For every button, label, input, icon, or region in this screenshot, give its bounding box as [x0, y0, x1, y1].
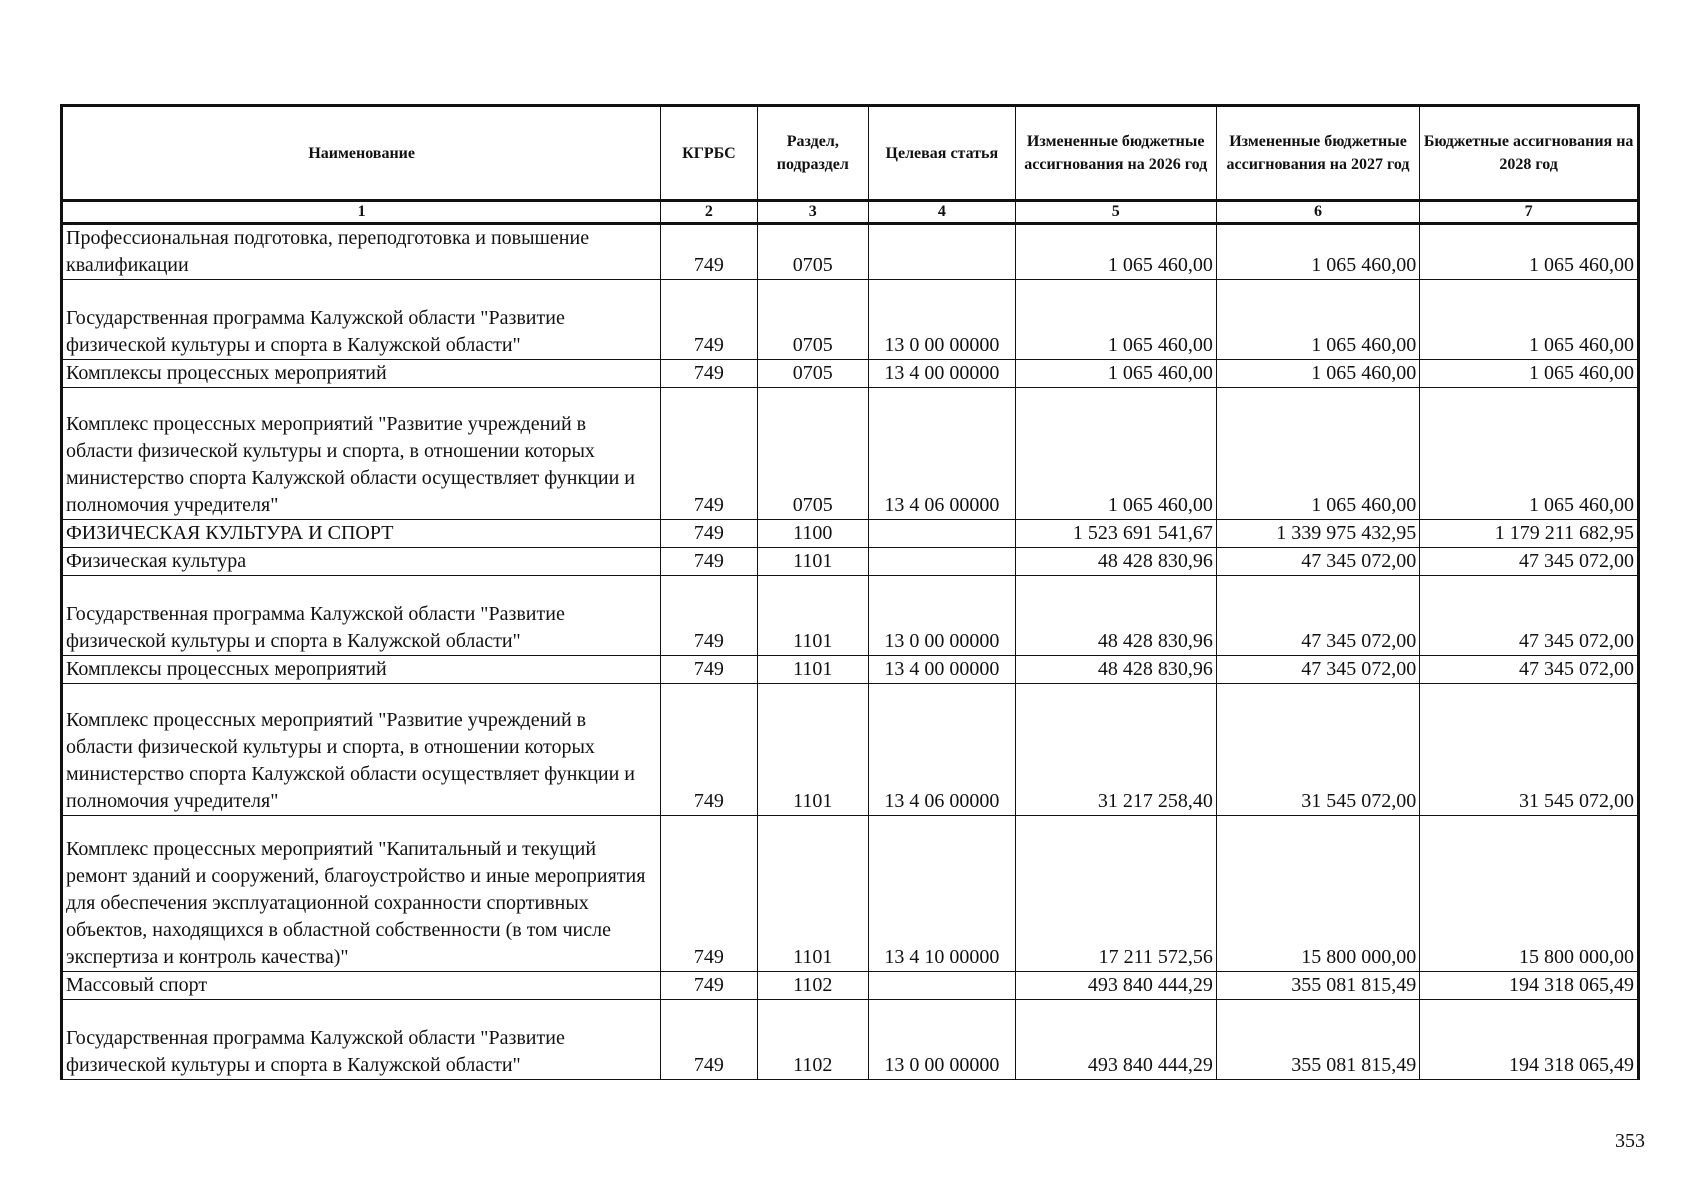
row-value-2027: 1 065 460,00 — [1216, 360, 1419, 388]
row-kgrbs: 749 — [661, 1000, 757, 1080]
row-name: Комплекс процессных мероприятий "Капитальный и текущий ремонт зданий и сооружений, благоустройство и иные мероприятия для обеспечения эксплуатационной сохранности спортивных объектов, находящихся в областной собственности (в том числе экспертиза и контроль качества)" — [62, 816, 661, 972]
column-number-row — [62, 201, 1639, 224]
row-razdel: 0705 — [757, 280, 869, 360]
row-value-2027: 31 545 072,00 — [1216, 684, 1419, 816]
row-value-2028: 194 318 065,49 — [1420, 1000, 1639, 1080]
row-value-2027: 1 065 460,00 — [1216, 280, 1419, 360]
row-kgrbs: 749 — [661, 816, 757, 972]
row-value-2028: 31 545 072,00 — [1420, 684, 1639, 816]
row-value-2028: 1 065 460,00 — [1420, 224, 1639, 280]
row-target: 13 4 10 00000 — [869, 816, 1016, 972]
row-value-2028: 47 345 072,00 — [1420, 656, 1639, 684]
column-number: 5 — [1015, 201, 1216, 224]
row-razdel: 1101 — [757, 656, 869, 684]
table-row — [62, 520, 1639, 548]
row-target — [869, 520, 1016, 548]
row-value-2028: 47 345 072,00 — [1420, 548, 1639, 576]
row-razdel: 1102 — [757, 972, 869, 1000]
row-value-2027: 355 081 815,49 — [1216, 1000, 1419, 1080]
header-kgrbs: КГРБС — [661, 106, 757, 201]
row-razdel: 1100 — [757, 520, 869, 548]
row-target: 13 4 06 00000 — [869, 684, 1016, 816]
header-2027: Измененные бюджетные ассигнования на 2027 год — [1216, 106, 1419, 201]
row-razdel: 1101 — [757, 816, 869, 972]
row-target — [869, 548, 1016, 576]
row-value-2026: 1 065 460,00 — [1015, 224, 1216, 280]
row-target — [869, 224, 1016, 280]
table-row — [62, 360, 1639, 388]
row-razdel: 0705 — [757, 224, 869, 280]
row-value-2028: 1 179 211 682,95 — [1420, 520, 1639, 548]
table-row — [62, 224, 1639, 280]
row-name: Комплекс процессных мероприятий "Развитие учреждений в области физической культуры и спорта, в отношении которых министерство спорта Калужской области осуществляет функции и полномочия учредителя" — [62, 684, 661, 816]
row-value-2026: 1 065 460,00 — [1015, 360, 1216, 388]
header-name: Наименование — [62, 106, 661, 201]
row-value-2026: 1 065 460,00 — [1015, 388, 1216, 520]
row-value-2027: 47 345 072,00 — [1216, 548, 1419, 576]
row-kgrbs: 749 — [661, 360, 757, 388]
row-target: 13 4 00 00000 — [869, 656, 1016, 684]
row-name: Профессиональная подготовка, переподготовка и повышение квалификации — [62, 224, 661, 280]
row-value-2026: 17 211 572,56 — [1015, 816, 1216, 972]
row-name: ФИЗИЧЕСКАЯ КУЛЬТУРА И СПОРТ — [62, 520, 661, 548]
row-kgrbs: 749 — [661, 656, 757, 684]
column-number: 2 — [661, 201, 757, 224]
table-row — [62, 280, 1639, 360]
row-value-2026: 48 428 830,96 — [1015, 576, 1216, 656]
row-value-2027: 1 065 460,00 — [1216, 224, 1419, 280]
page-number: 353 — [1615, 1130, 1645, 1152]
row-name: Государственная программа Калужской области "Развитие физической культуры и спорта в Калужской области" — [62, 576, 661, 656]
row-name: Комплекс процессных мероприятий "Развитие учреждений в области физической культуры и спорта, в отношении которых министерство спорта Калужской области осуществляет функции и полномочия учредителя" — [62, 388, 661, 520]
budget-table — [60, 104, 1640, 1080]
row-kgrbs: 749 — [661, 388, 757, 520]
row-razdel: 0705 — [757, 388, 869, 520]
row-value-2028: 1 065 460,00 — [1420, 388, 1639, 520]
table-row — [62, 388, 1639, 520]
row-value-2026: 48 428 830,96 — [1015, 656, 1216, 684]
row-name: Государственная программа Калужской области "Развитие физической культуры и спорта в Калужской области" — [62, 1000, 661, 1080]
row-value-2027: 47 345 072,00 — [1216, 656, 1419, 684]
row-name: Комплексы процессных мероприятий — [62, 360, 661, 388]
row-razdel: 1101 — [757, 684, 869, 816]
row-kgrbs: 749 — [661, 224, 757, 280]
row-value-2026: 493 840 444,29 — [1015, 972, 1216, 1000]
row-value-2027: 15 800 000,00 — [1216, 816, 1419, 972]
row-target: 13 0 00 00000 — [869, 1000, 1016, 1080]
row-value-2027: 1 065 460,00 — [1216, 388, 1419, 520]
header-2028: Бюджетные ассигнования на 2028 год — [1420, 106, 1639, 201]
row-target: 13 4 06 00000 — [869, 388, 1016, 520]
row-target: 13 0 00 00000 — [869, 576, 1016, 656]
table-row — [62, 656, 1639, 684]
row-kgrbs: 749 — [661, 280, 757, 360]
row-value-2027: 47 345 072,00 — [1216, 576, 1419, 656]
row-value-2028: 1 065 460,00 — [1420, 280, 1639, 360]
table-row — [62, 684, 1639, 816]
row-target — [869, 972, 1016, 1000]
row-name: Государственная программа Калужской области "Развитие физической культуры и спорта в Калужской области" — [62, 280, 661, 360]
header-target: Целевая статья — [869, 106, 1016, 201]
row-value-2026: 31 217 258,40 — [1015, 684, 1216, 816]
row-razdel: 1102 — [757, 1000, 869, 1080]
row-value-2027: 355 081 815,49 — [1216, 972, 1419, 1000]
row-target: 13 4 00 00000 — [869, 360, 1016, 388]
row-target: 13 0 00 00000 — [869, 280, 1016, 360]
column-number: 3 — [757, 201, 869, 224]
row-name: Физическая культура — [62, 548, 661, 576]
table-body — [62, 224, 1639, 1080]
row-kgrbs: 749 — [661, 684, 757, 816]
row-value-2028: 194 318 065,49 — [1420, 972, 1639, 1000]
row-value-2026: 48 428 830,96 — [1015, 548, 1216, 576]
row-kgrbs: 749 — [661, 548, 757, 576]
row-value-2028: 1 065 460,00 — [1420, 360, 1639, 388]
table-row — [62, 816, 1639, 972]
table-row — [62, 576, 1639, 656]
row-value-2028: 47 345 072,00 — [1420, 576, 1639, 656]
row-razdel: 0705 — [757, 360, 869, 388]
row-kgrbs: 749 — [661, 520, 757, 548]
row-kgrbs: 749 — [661, 576, 757, 656]
header-2026: Измененные бюджетные ассигнования на 2026 год — [1015, 106, 1216, 201]
header-row — [62, 106, 1639, 201]
row-value-2026: 1 065 460,00 — [1015, 280, 1216, 360]
row-razdel: 1101 — [757, 548, 869, 576]
table-row — [62, 972, 1639, 1000]
row-value-2026: 1 523 691 541,67 — [1015, 520, 1216, 548]
row-value-2027: 1 339 975 432,95 — [1216, 520, 1419, 548]
table-row — [62, 1000, 1639, 1080]
column-number: 6 — [1216, 201, 1419, 224]
row-kgrbs: 749 — [661, 972, 757, 1000]
column-number: 7 — [1420, 201, 1639, 224]
column-number: 1 — [62, 201, 661, 224]
row-name: Массовый спорт — [62, 972, 661, 1000]
table-row — [62, 548, 1639, 576]
column-number: 4 — [869, 201, 1016, 224]
row-name: Комплексы процессных мероприятий — [62, 656, 661, 684]
row-value-2028: 15 800 000,00 — [1420, 816, 1639, 972]
row-razdel: 1101 — [757, 576, 869, 656]
header-razdel: Раздел, подраздел — [757, 106, 869, 201]
row-value-2026: 493 840 444,29 — [1015, 1000, 1216, 1080]
